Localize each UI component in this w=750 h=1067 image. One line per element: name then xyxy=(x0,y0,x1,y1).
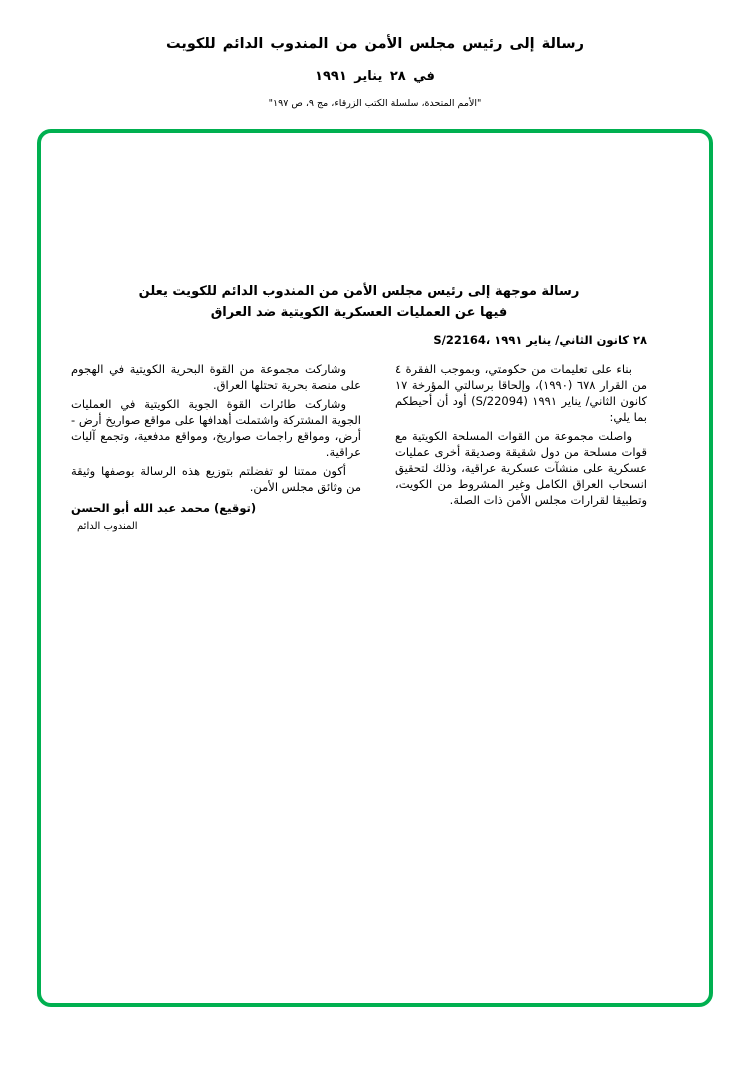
two-column-text xyxy=(71,361,647,538)
signature-line xyxy=(71,500,361,516)
document-symbol-date-line xyxy=(71,333,647,347)
paragraph: بناء على تعليمات من حكومتي، وبموجب الفقرة ٤ من القرار ٦٧٨ (١٩٩٠)، وإلحاقا برسالتي المؤرخة ١٧ كانون الثاني/ يناير ١٩٩١ (S/22094) أود أن أحيطكم بما يلي: xyxy=(395,362,647,424)
header-source-citation: "الأمم المتحدة، سلسلة الكتب الزرقاء، مج ٩، ص ١٩٧" xyxy=(268,98,482,109)
document-title-line2: فيها عن العمليات العسكرية الكويتية ضد العراق xyxy=(210,305,508,320)
document-date: ٢٨ كانون الثاني/ يناير ١٩٩١ xyxy=(494,333,647,347)
header-date: في ٢٨ يناير ١٩٩١ xyxy=(315,69,435,84)
column-left xyxy=(71,361,361,538)
header-title: رسالة إلى رئيس مجلس الأمن من المندوب الدائم للكويت xyxy=(166,36,584,52)
paragraph: واصلت مجموعة من القوات المسلحة الكويتية مع قوات مسلحة من دول شقيقة وصديقة أخرى عمليات عسكرية على منشآت عسكرية عراقية، وذلك لتحقيق انسحاب العراق الكامل وغير المشروط من الكويت، وتطبيقا لقرارات مجلس الأمن ذات الصلة. xyxy=(395,429,647,507)
document-content xyxy=(41,133,709,538)
paragraph: أكون ممتنا لو تفضلتم بتوزيع هذه الرسالة بوصفها وثيقة من وثائق مجلس الأمن. xyxy=(71,464,361,494)
paragraph: وشاركت طائرات القوة الجوية الكويتية في العمليات الجوية المشتركة واشتملت أهدافها على مواقع صواريخ أرض - أرض، ومواقع راجمات صواريخ، ومواقع مدفعية، وتجمع آليات عراقية. xyxy=(71,397,361,459)
document-title-line1: رسالة موجهة إلى رئيس مجلس الأمن من المندوب الدائم للكويت يعلن xyxy=(138,284,580,299)
signatory-name: محمد عبد الله أبو الحسن xyxy=(71,501,210,515)
document-symbol: S/22164، xyxy=(433,333,491,347)
signatory-title: المندوب الدائم xyxy=(77,521,138,532)
page-header xyxy=(0,0,750,109)
paragraph: وشاركت مجموعة من القوة البحرية الكويتية في الهجوم على منصة بحرية تحتلها العراق. xyxy=(71,362,361,392)
signed-label: (توقيع) xyxy=(213,501,257,515)
document-frame xyxy=(37,129,713,1007)
column-right xyxy=(395,361,647,538)
document-title xyxy=(71,281,647,323)
